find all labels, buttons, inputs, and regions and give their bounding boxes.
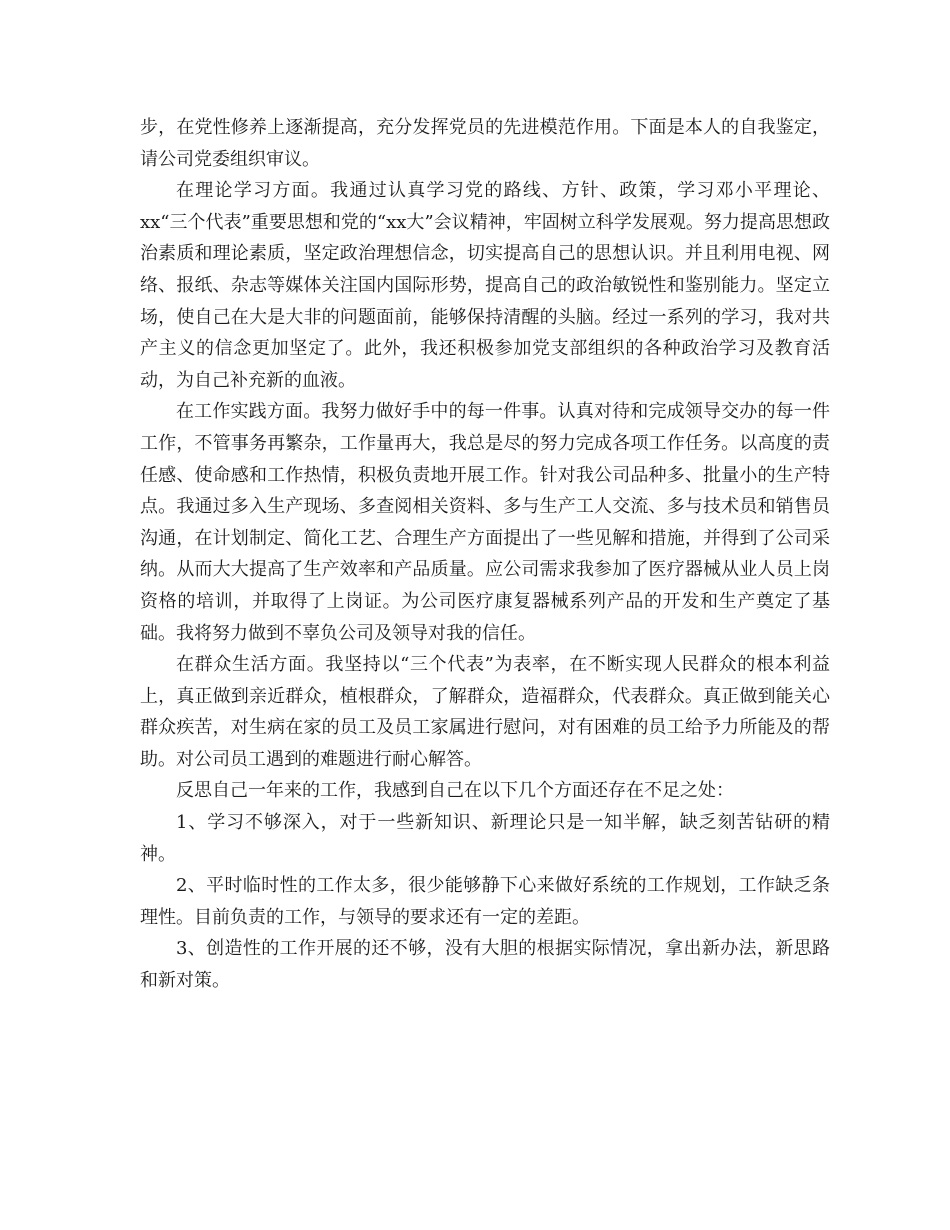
list-item-2: 2、平时临时性的工作太多，很少能够静下心来做好系统的工作规划，工作缺乏条理性。目前负责的工作，与领导的要求还有一定的差距。 xyxy=(140,875,830,928)
paragraph-mass-life: 在群众生活方面。我坚持以“三个代表”为表率，在不断实现人民群众的根本利益上，真正做到亲近群众，植根群众，了解群众，造福群众，代表群众。真正做到能关心群众疾苦，对生病在家的员工及员工家属进行慰问，对有困难的员工给予力所能及的帮助。对公司员工遇到的难题进行耐心解答。 xyxy=(140,654,830,770)
paragraph-theory-study: 在理论学习方面。我通过认真学习党的路线、方针、政策，学习邓小平理论、xx“三个代表”重要思想和党的“xx大”会议精神，牢固树立科学发展观。努力提高思想政治素质和理论素质，坚定政治理想信念，切实提高自己的思想认识。并且利用电视、网络、报纸、杂志等媒体关注国内国际形势，提高自己的政治敏锐性和鉴别能力。坚定立场，使自己在大是大非的问题面前，能够保持清醒的头脑。经过一系列的学习，我对共产主义的信念更加坚定了。此外，我还积极参加党支部组织的各种政治学习及教育活动，为自己补充新的血液。 xyxy=(140,180,830,391)
list-item-1: 1、学习不够深入，对于一些新知识、新理论只是一知半解，缺乏刻苦钻研的精神。 xyxy=(140,812,830,865)
paragraph-continuation: 步，在党性修养上逐渐提高，充分发挥党员的先进模范作用。下面是本人的自我鉴定，请公司党委组织审议。 xyxy=(140,117,830,170)
list-item-3: 3、创造性的工作开展的还不够，没有大胆的根据实际情况，拿出新办法，新思路和新对策。 xyxy=(140,938,830,992)
paragraph-work-practice: 在工作实践方面。我努力做好手中的每一件事。认真对待和完成领导交办的每一件工作，不管事务再繁杂，工作量再大，我总是尽的努力完成各项工作任务。以高度的责任感、使命感和工作热情，积极负责地开展工作。针对我公司品种多、批量小的生产特点。我通过多入生产现场、多查阅相关资料、多与生产工人交流、多与技术员和销售员沟通，在计划制定、简化工艺、合理生产方面提出了一些见解和措施，并得到了公司采纳。从而大大提高了生产效率和产品质量。应公司需求我参加了医疗器械从业人员上岗资格的培训，并取得了上岗证。为公司医疗康复器械系列产品的开发和生产奠定了基础。我将努力做到不辜负公司及领导对我的信任。 xyxy=(140,401,830,644)
document-body xyxy=(140,112,830,997)
paragraph-reflection-intro: 反思自己一年来的工作，我感到自己在以下几个方面还存在不足之处： xyxy=(176,780,734,802)
